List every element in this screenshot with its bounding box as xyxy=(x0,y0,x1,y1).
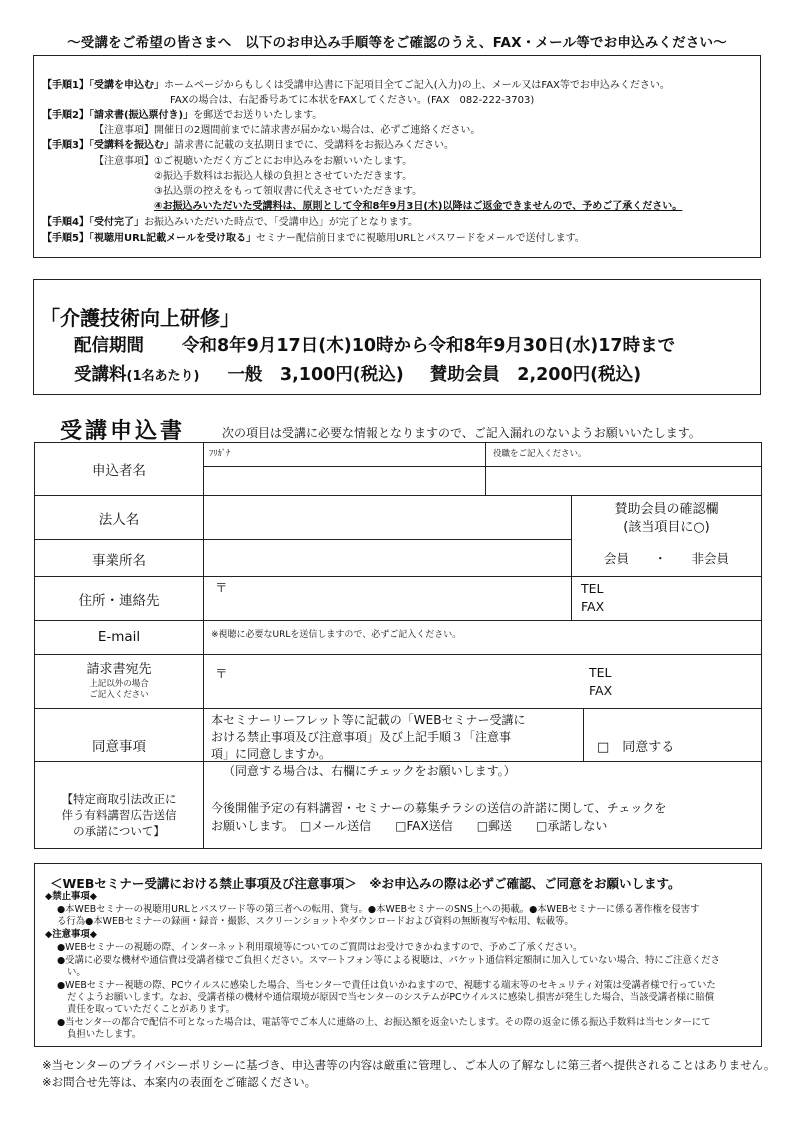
delivery-period: 配信期間 令和8年9月17日(木)10時から令和8年9月30日(水)17時まで xyxy=(74,336,676,356)
step-3-note-4: ④お振込みいただいた受講料は、原則として令和8年9月3日(木)以降はご返金できませんので、予めご了承ください。 xyxy=(154,201,683,212)
rules-heading: ＜WEBセミナー受講における禁止事項及び注意事項＞ ※お申込みの際は必ずご確認、ご同意をお願いします。 xyxy=(50,876,681,891)
law-label-1: 【特定商取引法改正に xyxy=(61,792,177,806)
privacy-note: ※当センターのプライバシーポリシーに基づき、申込書等の内容は厳重に管理し、ご本人の了解なしに第三者へ提供されることはありません。 xyxy=(42,1058,776,1072)
email-note: ※視聴に必要なURLを送信しますので、必ずご記入ください。 xyxy=(211,630,462,640)
billing-sub-2: ご記入ください xyxy=(89,690,149,700)
caution-4b: 負担いたします。 xyxy=(67,1029,142,1040)
caution-1: ●WEBセミナーの視聴の際、インターネット利用環境等についてのご質問はお受けできかねますので、予めご了承ください。 xyxy=(57,942,583,953)
seminar-info-box xyxy=(33,279,761,395)
billing-address-label: 請求書宛先 xyxy=(86,662,152,677)
fax-label: FAX xyxy=(581,599,605,614)
office-name-field[interactable] xyxy=(205,541,569,575)
form-title: 受講申込書 xyxy=(60,419,186,444)
caution-3c: 責任を取っていただくことがあります。 xyxy=(67,1004,236,1015)
caution-2a: ●受講に必要な機材や通信費は受講者様でご負担ください。スマートフォン等による視聴は、パケット通信料定額制に加入していない場合、特にご注意くださ xyxy=(57,955,721,966)
law-text-1: 今後開催予定の有料講習・セミナーの募集チラシの送信の許諾に関して、チェックを xyxy=(211,801,667,815)
seminar-title: 「介護技術向上研修」 xyxy=(40,306,240,330)
web-seminar-rules-box xyxy=(34,863,762,1047)
page-header: ～受講をご希望の皆さまへ 以下のお申込み手順等をご確認のうえ、FAX・メール等でお申込みください～ xyxy=(67,35,727,51)
consent-text-4: （同意する場合は、右欄にチェックをお願いします。） xyxy=(223,764,516,778)
billing-sub-1: 上記以外の場合 xyxy=(89,679,149,689)
applicant-name-label: 申込者名 xyxy=(92,463,146,479)
step-4: 【手順4】「受付完了」お振込みいただいた時点で、「受講申込」が完了となります。 xyxy=(42,217,418,228)
member-check-subtitle: (該当項目に○) xyxy=(623,520,710,535)
prohibited-2: る行為●本WEBセミナーの録画・録音・撮影、スクリーンショットやダウンロードおよび資料の無断複写や転用、転載等。 xyxy=(57,916,574,927)
tel-label: TEL xyxy=(581,581,604,596)
step-5: 【手順5】「視聴用URL記載メールを受け取る」セミナー配信前日までに視聴用URLとパスワードをメールで送付します。 xyxy=(42,233,585,244)
office-name-label: 事業所名 xyxy=(92,553,146,569)
consent-text-3: 項」に同意しますか。 xyxy=(211,747,332,761)
caution-3a: ●WEBセミナー視聴の際、PCウイルスに感染した場合、当センターで責任は負いかねますので、視聴する端末等のセキュリティ対策は受講者様で行っていた xyxy=(57,980,716,991)
billing-address-field[interactable] xyxy=(205,656,759,706)
law-label-2: 伴う有料講習広告送信 xyxy=(61,808,177,822)
step-3-note-2: ②振込手数料はお振込人様の負担とさせていただきます。 xyxy=(154,171,413,182)
caution-3b: だくようお願いします。なお、受講者様の機材や通信環境が原因で当センターのシステムがPCウイルスに感染し損害が発生した場合、当該受講者様に賠償 xyxy=(67,992,715,1003)
position-field[interactable] xyxy=(487,468,759,494)
contact-note: ※お問合せ先等は、本案内の表面をご確認ください。 xyxy=(42,1075,317,1089)
step-2-note: 【注意事項】開催日の2週間前までに請求書が届かない場合は、必ずご連絡ください。 xyxy=(94,125,481,136)
member-check-title: 賛助会員の確認欄 xyxy=(614,502,719,517)
application-form xyxy=(34,442,762,849)
step-3: 【手順3】「受講料を振込む」請求書に記載の支払期日までに、受講料をお振込みください。 xyxy=(42,140,454,151)
caution-4a: ●当センターの都合で配信不可となった場合は、電話等でご本人に連絡の上、お振込額を返金いたします。その際の返金に係る振込手数料は当センターにて xyxy=(57,1017,711,1028)
law-label-3: の承諾について】 xyxy=(73,824,165,838)
corporation-name-field[interactable] xyxy=(205,497,569,537)
prohibited-1: ●本WEBセミナーの視聴用URLとパスワード等の第三者への転用、貸与。●本WEBセミナーのSNS上への掲載。●本WEBセミナーに係る著作権を侵害す xyxy=(57,904,700,915)
consent-text-2: おける禁止事項及び注意事項」及び上記手順３「注意事 xyxy=(211,730,512,744)
application-steps-box xyxy=(33,55,761,258)
email-field[interactable] xyxy=(205,639,759,653)
applicant-name-field[interactable] xyxy=(205,468,483,494)
caution-title: ◆注意事項◆ xyxy=(45,929,97,940)
tuition-fee: 受講料(1名あたり) 一般 3,100円(税込) 賛助会員 2,200円(税込) xyxy=(74,365,642,385)
billing-fax-label: FAX xyxy=(589,683,613,698)
step-3-note-3: ③払込票の控えをもって領収書に代えさせていただきます。 xyxy=(154,186,423,197)
address-field[interactable] xyxy=(205,578,569,619)
consent-text-1: 本セミナーリーフレット等に記載の「WEBセミナー受講に xyxy=(211,713,526,727)
caution-2b: い。 xyxy=(67,967,86,978)
corporation-name-label: 法人名 xyxy=(98,512,140,528)
form-instructions: 次の項目は受講に必要な情報となりますので、ご記入漏れのないようお願いいたします。 xyxy=(222,426,701,440)
law-text-2[interactable]: お願いします。 □メール送信 □FAX送信 □郵送 □承諾しない xyxy=(211,819,608,833)
step-2: 【手順2】「請求書(振込票付き)」を郵送でお送りいたします。 xyxy=(42,110,323,121)
address-label: 住所・連絡先 xyxy=(78,593,160,609)
step-1: 【手順1】「受講を申込む」ホームページからもしくは受講申込書に下記項目全てご記入(入力)の上、メール又はFAX等でお申込みください。 xyxy=(42,80,670,91)
member-options[interactable]: 会員 ・ 非会員 xyxy=(603,551,729,566)
billing-tel-label: TEL xyxy=(589,665,612,680)
prohibited-title: ◆禁止事項◆ xyxy=(45,891,97,902)
consent-checkbox[interactable]: □ 同意する xyxy=(597,740,675,755)
furigana-label: ﾌﾘｶﾞﾅ xyxy=(209,449,231,459)
billing-postal-mark: 〒 xyxy=(215,666,228,681)
consent-label: 同意事項 xyxy=(92,739,146,755)
position-hint: 役職をご記入ください。 xyxy=(493,449,587,459)
step-1-fax: FAXの場合は、右記番号あてに本状をFAXしてください。(FAX 082-222-3703) xyxy=(170,95,535,106)
postal-mark: 〒 xyxy=(215,580,228,595)
email-label: E-mail xyxy=(97,629,141,645)
step-3-note-1: 【注意事項】①ご視聴いただく方ごとにお申込みをお願いいたします。 xyxy=(94,156,413,167)
